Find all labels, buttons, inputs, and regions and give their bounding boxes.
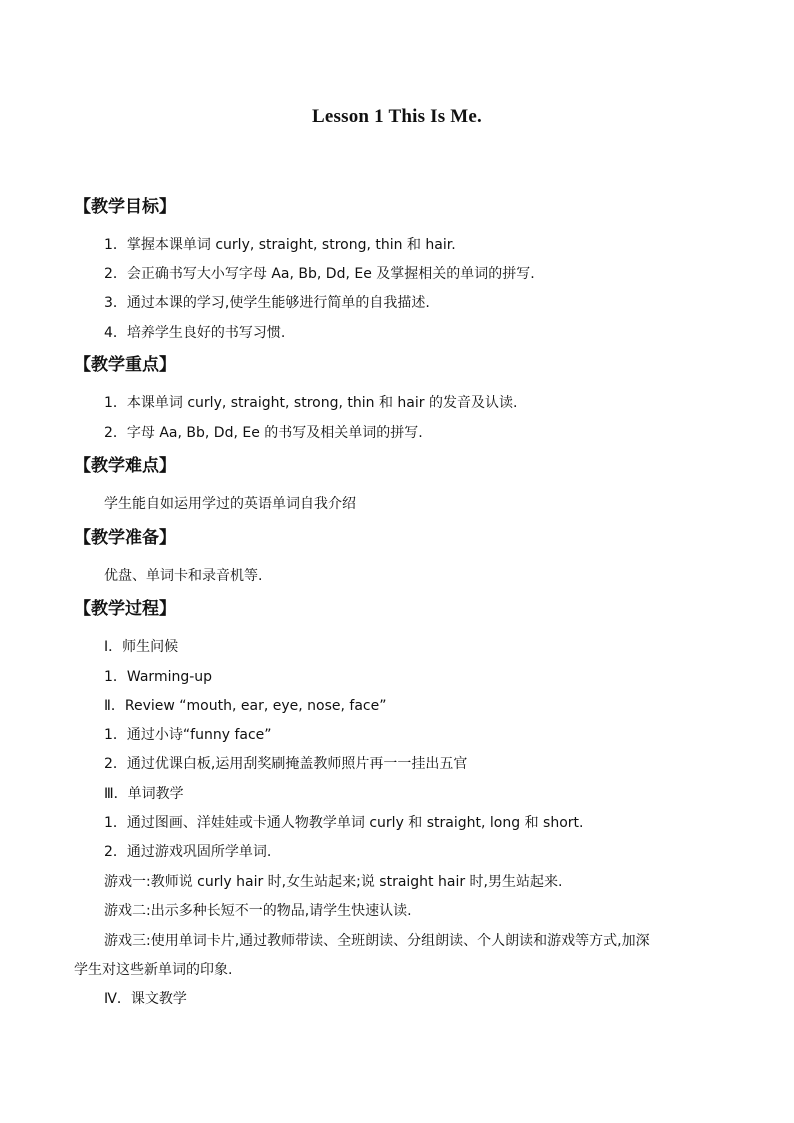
goal-item: 4．培养学生良好的书写习惯.: [104, 325, 286, 341]
section-heading-key-points: 【教学重点】: [74, 355, 176, 375]
preparation-text: 优盘、单词卡和录音机等.: [104, 568, 263, 584]
section-heading-preparation: 【教学准备】: [74, 528, 176, 548]
key-point-item: 1．本课单词 curly, straight, strong, thin 和 hair 的发音及认读.: [104, 395, 518, 411]
process-line: 2．通过游戏巩固所学单词.: [104, 844, 272, 860]
process-line: Ⅰ．师生问候: [104, 639, 179, 655]
process-line: 游戏一:教师说 curly hair 时,女生站起来;说 straight hair 时,男生站起来.: [104, 874, 563, 890]
process-line: 1．通过小诗“funny face”: [104, 727, 272, 743]
process-line: Ⅳ．课文教学: [104, 991, 187, 1007]
goal-item: 1．掌握本课单词 curly, straight, strong, thin 和 hair.: [104, 237, 456, 253]
difficulties-text: 学生能自如运用学过的英语单词自我介绍: [104, 496, 356, 512]
section-heading-difficulties: 【教学难点】: [74, 456, 176, 476]
key-point-item: 2．字母 Aa, Bb, Dd, Ee 的书写及相关单词的拼写.: [104, 425, 423, 441]
process-line: 游戏二:出示多种长短不一的物品,请学生快速认读.: [104, 903, 412, 919]
process-line: Ⅲ．单词教学: [104, 786, 184, 802]
process-line: 1．Warming-up: [104, 669, 213, 685]
process-line: 1．通过图画、洋娃娃或卡通人物教学单词 curly 和 straight, long 和 short.: [104, 815, 584, 831]
process-line: 2．通过优课白板,运用刮奖刷掩盖教师照片再一一挂出五官: [104, 756, 468, 772]
goal-item: 3．通过本课的学习,使学生能够进行简单的自我描述.: [104, 295, 430, 311]
process-line: Ⅱ．Review “mouth, ear, eye, nose, face”: [104, 698, 387, 714]
page-title: Lesson 1 This Is Me.: [312, 106, 482, 127]
goal-item: 2．会正确书写大小写字母 Aa, Bb, Dd, Ee 及掌握相关的单词的拼写.: [104, 266, 535, 282]
process-line: 学生对这些新单词的印象.: [74, 962, 233, 978]
process-line: 游戏三:使用单词卡片,通过教师带读、全班朗读、分组朗读、个人朗读和游戏等方式,加深: [104, 933, 650, 949]
section-heading-process: 【教学过程】: [74, 599, 176, 619]
section-heading-goals: 【教学目标】: [74, 197, 176, 217]
